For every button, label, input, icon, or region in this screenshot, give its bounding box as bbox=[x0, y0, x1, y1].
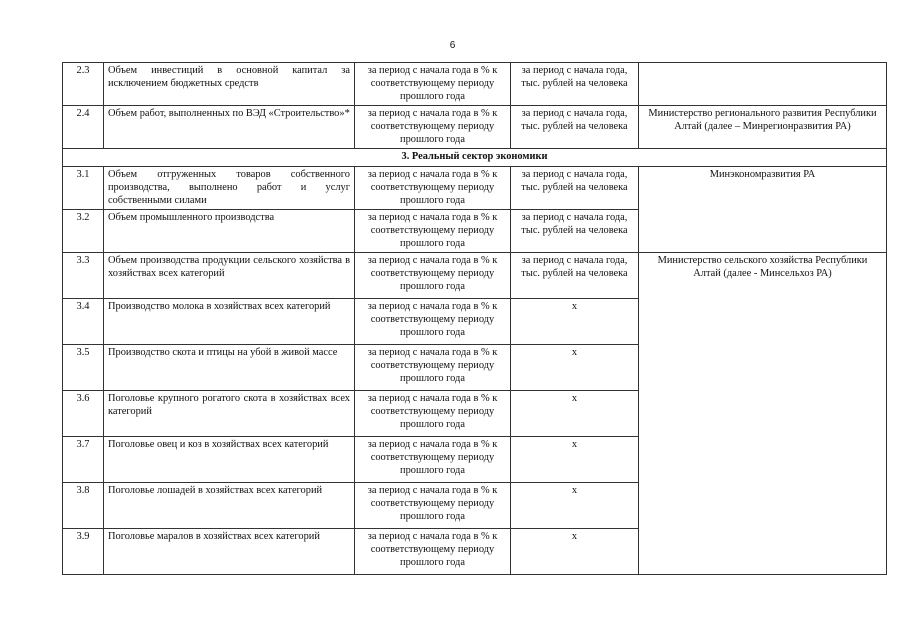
row-number: 3.8 bbox=[63, 483, 104, 529]
period-cell: за период с начала года в % к соответствующему периоду прошлого года bbox=[355, 391, 511, 437]
table-row bbox=[63, 106, 887, 149]
period-cell: за период с начала года в % к соответствующему периоду прошлого года bbox=[355, 483, 511, 529]
page-number: 6 bbox=[449, 40, 456, 51]
period-cell: за период с начала года в % к соответствующему периоду прошлого года bbox=[355, 345, 511, 391]
indicator-name: Объем производства продукции сельского хозяйства в хозяйствах всех категорий bbox=[104, 253, 355, 299]
per-capita-cell: за период с начала года, тыс. рублей на человека bbox=[511, 210, 639, 253]
period-cell: за период с начала года в % к соответствующему периоду прошлого года bbox=[355, 437, 511, 483]
period-cell: за период с начала года в % к соответствующему периоду прошлого года bbox=[355, 106, 511, 149]
indicator-name: Производство скота и птицы на убой в живой массе bbox=[104, 345, 355, 391]
section-row bbox=[63, 149, 887, 167]
indicator-name: Поголовье овец и коз в хозяйствах всех категорий bbox=[104, 437, 355, 483]
indicator-name: Поголовье лошадей в хозяйствах всех категорий bbox=[104, 483, 355, 529]
row-number: 3.7 bbox=[63, 437, 104, 483]
row-number: 3.4 bbox=[63, 299, 104, 345]
period-cell: за период с начала года в % к соответствующему периоду прошлого года bbox=[355, 210, 511, 253]
indicator-name: Объем работ, выполненных по ВЭД «Строительство»* bbox=[104, 106, 355, 149]
per-capita-cell: x bbox=[511, 345, 639, 391]
row-number: 2.3 bbox=[63, 63, 104, 106]
table-row bbox=[63, 253, 887, 299]
row-number: 3.5 bbox=[63, 345, 104, 391]
indicator-name: Производство молока в хозяйствах всех категорий bbox=[104, 299, 355, 345]
period-cell: за период с начала года в % к соответствующему периоду прошлого года bbox=[355, 529, 511, 575]
indicator-name: Объем промышленного производства bbox=[104, 210, 355, 253]
row-number: 3.3 bbox=[63, 253, 104, 299]
responsible-cell: Министерство сельского хозяйства Республики Алтай (далее - Минсельхоз РА) bbox=[639, 253, 887, 575]
per-capita-cell: за период с начала года, тыс. рублей на человека bbox=[511, 253, 639, 299]
period-cell: за период с начала года в % к соответствующему периоду прошлого года bbox=[355, 299, 511, 345]
indicator-name: Объем отгруженных товаров собственного производства, выполнено работ и услуг собственными силами bbox=[104, 167, 355, 210]
row-number: 2.4 bbox=[63, 106, 104, 149]
table-row bbox=[63, 63, 887, 106]
indicators-table bbox=[62, 62, 887, 575]
per-capita-cell: x bbox=[511, 437, 639, 483]
row-number: 3.2 bbox=[63, 210, 104, 253]
per-capita-cell: за период с начала года, тыс. рублей на человека bbox=[511, 63, 639, 106]
responsible-cell: Минэкономразвития РА bbox=[639, 167, 887, 253]
table-row bbox=[63, 167, 887, 210]
responsible-cell: Министерство регионального развития Республики Алтай (далее – Минрегионразвития РА) bbox=[639, 106, 887, 149]
section-title: 3. Реальный сектор экономики bbox=[63, 149, 887, 167]
indicator-name: Поголовье крупного рогатого скота в хозяйствах всех категорий bbox=[104, 391, 355, 437]
period-cell: за период с начала года в % к соответствующему периоду прошлого года bbox=[355, 167, 511, 210]
indicator-name: Поголовье маралов в хозяйствах всех категорий bbox=[104, 529, 355, 575]
row-number: 3.1 bbox=[63, 167, 104, 210]
per-capita-cell: за период с начала года, тыс. рублей на человека bbox=[511, 167, 639, 210]
indicator-name: Объем инвестиций в основной капитал за исключением бюджетных средств bbox=[104, 63, 355, 106]
period-cell: за период с начала года в % к соответствующему периоду прошлого года bbox=[355, 63, 511, 106]
per-capita-cell: x bbox=[511, 391, 639, 437]
per-capita-cell: x bbox=[511, 529, 639, 575]
period-cell: за период с начала года в % к соответствующему периоду прошлого года bbox=[355, 253, 511, 299]
row-number: 3.6 bbox=[63, 391, 104, 437]
responsible-cell bbox=[639, 63, 887, 106]
per-capita-cell: за период с начала года, тыс. рублей на человека bbox=[511, 106, 639, 149]
row-number: 3.9 bbox=[63, 529, 104, 575]
per-capita-cell: x bbox=[511, 483, 639, 529]
per-capita-cell: x bbox=[511, 299, 639, 345]
